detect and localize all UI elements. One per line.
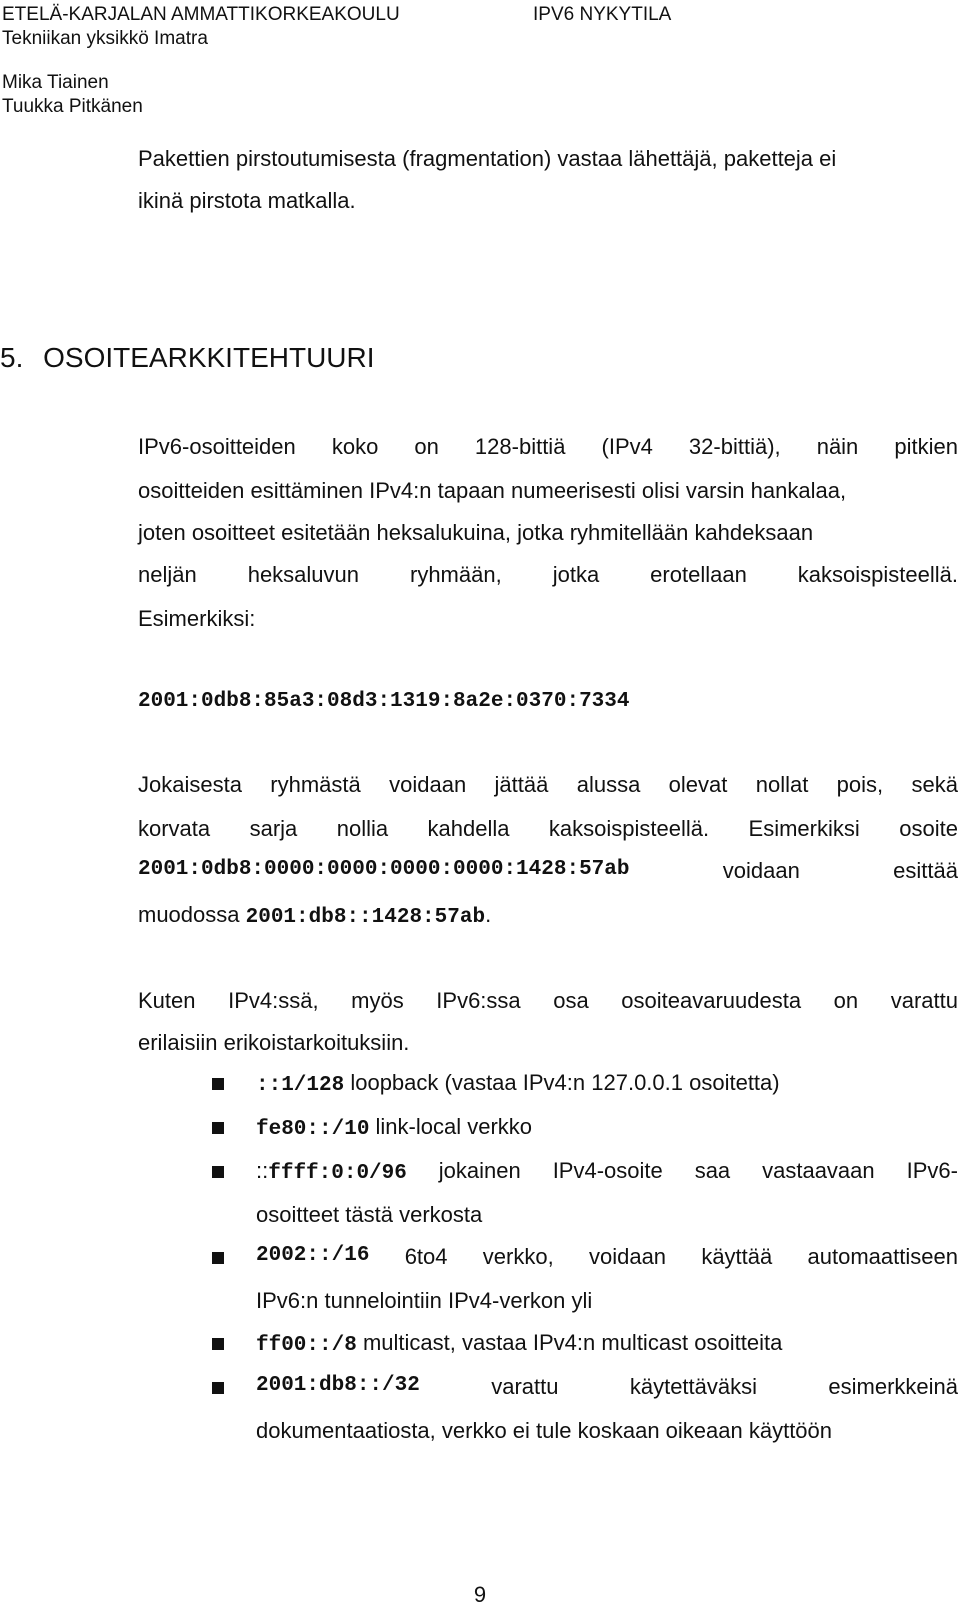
code-address-long: 2001:0db8:0000:0000:0000:0000:1428:57ab (138, 858, 630, 881)
word: vastaavaan (762, 1158, 875, 1183)
word: käytettäväksi (629, 1374, 758, 1399)
list-code: 2001:db8::/32 (256, 1374, 420, 1397)
word: varattu (491, 1374, 559, 1399)
list-code: ff00::/8 (256, 1334, 357, 1357)
word: Kuten (138, 988, 196, 1013)
word: korvata (138, 816, 211, 841)
word: käyttää (701, 1244, 773, 1269)
bullet-icon (212, 1382, 224, 1394)
list-item (256, 1244, 958, 1270)
list-item (256, 1374, 958, 1400)
word: kaksoispisteellä. (797, 562, 958, 587)
bullet-icon (212, 1252, 224, 1264)
list-item (256, 1330, 958, 1357)
word: osoite (899, 816, 958, 841)
list-item-continuation: IPv6:n tunnelointiin IPv4-verkon yli (256, 1288, 593, 1313)
list-item (256, 1114, 958, 1141)
word: 32-bittiä), (688, 434, 781, 459)
section-number: 5. (0, 342, 24, 373)
list-code: 2002::/16 (256, 1244, 370, 1267)
list-code: fe80::/10 (256, 1118, 370, 1141)
word: jättää (494, 772, 549, 797)
list-item (256, 1070, 958, 1097)
word: 128-bittiä (474, 434, 566, 459)
para1-line-2: osoitteiden esittäminen IPv4:n tapaan numeerisesti olisi varsin hankalaa, (138, 478, 847, 503)
word: osa (553, 988, 589, 1013)
bullet-icon (212, 1078, 224, 1090)
word: nollia (336, 816, 389, 841)
list-item (256, 1158, 958, 1185)
header-doc-title: IPV6 NYKYTILA (533, 4, 672, 25)
word: erotellaan (650, 562, 747, 587)
word: varattu (890, 988, 958, 1013)
word: voidaan (722, 858, 800, 883)
word: IPv4-osoite (552, 1158, 663, 1183)
word: voidaan (588, 1244, 667, 1269)
list-item-continuation: dokumentaatiosta, verkko ei tule koskaan oikeaan käyttöön (256, 1418, 833, 1443)
code-address-short: 2001:db8::1428:57ab (245, 906, 486, 929)
word: sarja (249, 816, 298, 841)
word: voidaan (389, 772, 467, 797)
header-author-2: Tuukka Pitkänen (2, 96, 143, 117)
header-author-1: Mika Tiainen (2, 72, 109, 93)
intro-line-2: ikinä pirstota matkalla. (138, 188, 356, 213)
section-heading (0, 342, 375, 374)
word: heksaluvun (247, 562, 360, 587)
word: neljän (138, 562, 197, 587)
header-school: ETELÄ-KARJALAN AMMATTIKORKEAKOULU (2, 4, 400, 25)
list-text: :: (256, 1158, 269, 1183)
list-text: link-local verkko (369, 1114, 533, 1139)
word: Jokaisesta (138, 772, 242, 797)
para2-line-1 (138, 772, 958, 798)
word: jokainen (438, 1158, 521, 1183)
page-number: 9 (473, 1582, 487, 1607)
word: IPv6-osoitteiden (138, 434, 296, 459)
word: ryhmästä (270, 772, 361, 797)
para1-line-5: Esimerkiksi: (138, 606, 256, 631)
word: ryhmään, (410, 562, 502, 587)
bullet-icon (212, 1166, 224, 1178)
header-unit: Tekniikan yksikkö Imatra (2, 28, 208, 49)
para2-line-2 (138, 816, 958, 842)
list-text: multicast, vastaa IPv4:n multicast osoitteita (356, 1330, 783, 1355)
word: kaksoispisteellä. (548, 816, 710, 841)
word: osoiteavaruudesta (621, 988, 802, 1013)
word: sekä (911, 772, 958, 797)
list-code: ::1/128 (256, 1074, 345, 1097)
para1-line-4 (138, 562, 958, 588)
word: 6to4 (404, 1244, 448, 1269)
intro-line-1-text: Pakettien pirstoutumisesta (fragmentation) vastaa lähettäjä, paketteja ei (138, 146, 837, 171)
bullet-icon (212, 1122, 224, 1134)
word: IPv6- (906, 1158, 958, 1183)
word: kahdella (427, 816, 510, 841)
word: verkko, (482, 1244, 554, 1269)
word: pois, (836, 772, 884, 797)
word: . (485, 902, 492, 927)
word: on (833, 988, 859, 1013)
bullet-icon (212, 1338, 224, 1350)
word: jotka (552, 562, 600, 587)
word: on (414, 434, 439, 459)
word: saa (694, 1158, 731, 1183)
example-address: 2001:0db8:85a3:08d3:1319:8a2e:0370:7334 (138, 690, 630, 713)
intro-line-1 (138, 146, 958, 172)
word: muodossa (138, 902, 246, 927)
word: alussa (576, 772, 641, 797)
para3-line-2: erilaisiin erikoistarkoituksiin. (138, 1030, 410, 1055)
word: Esimerkiksi (748, 816, 860, 841)
word: esimerkkeinä (828, 1374, 958, 1399)
list-text: loopback (vastaa IPv4:n 127.0.0.1 osoitetta) (344, 1070, 780, 1095)
word: nollat (755, 772, 809, 797)
para3-line-1 (138, 988, 958, 1014)
word: IPv4:ssä, (228, 988, 319, 1013)
word: (IPv4 (601, 434, 653, 459)
list-code: ffff:0:0/96 (268, 1162, 407, 1185)
word: automaattiseen (807, 1244, 958, 1269)
section-title: OSOITEARKKITEHTUURI (43, 342, 375, 373)
para2-line-4 (138, 902, 958, 929)
word: koko (331, 434, 379, 459)
word: IPv6:ssa (436, 988, 521, 1013)
para1-line-1 (138, 434, 958, 460)
word: myös (351, 988, 404, 1013)
word: olevat (668, 772, 728, 797)
para2-line-3 (138, 858, 958, 884)
word: esittää (893, 858, 958, 883)
word: näin (816, 434, 859, 459)
para1-line-3: joten osoitteet esitetään heksalukuina, jotka ryhmitellään kahdeksaan (138, 520, 814, 545)
list-item-continuation: osoitteet tästä verkosta (256, 1202, 483, 1227)
word: pitkien (894, 434, 958, 459)
